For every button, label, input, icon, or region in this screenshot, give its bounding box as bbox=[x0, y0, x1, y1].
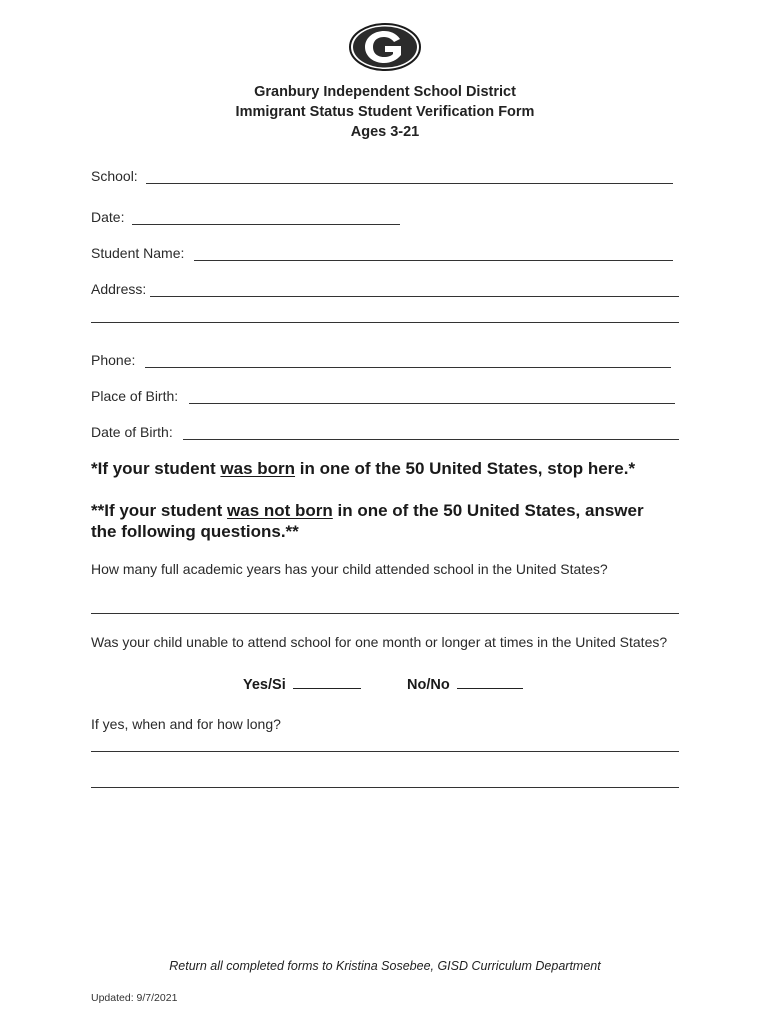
phone-field[interactable] bbox=[145, 367, 671, 368]
when-how-long-question: If yes, when and for how long? bbox=[91, 716, 281, 732]
when-how-long-answer-field-line-2[interactable] bbox=[91, 787, 679, 788]
notice2-post: in one of the 50 United States, answer bbox=[332, 501, 644, 520]
yes-option bbox=[243, 676, 361, 693]
no-option bbox=[407, 676, 523, 693]
no-blank-field[interactable] bbox=[457, 676, 523, 689]
student-name-field[interactable] bbox=[194, 260, 673, 261]
date-of-birth-label: Date of Birth: bbox=[91, 424, 173, 440]
place-of-birth-label: Place of Birth: bbox=[91, 388, 179, 404]
notice2-pre: **If your student bbox=[91, 501, 228, 520]
letter-g-logo-icon bbox=[348, 22, 422, 72]
address-field[interactable] bbox=[150, 296, 679, 297]
district-name: Granbury Independent School District bbox=[254, 84, 516, 100]
date-of-birth-field[interactable] bbox=[183, 439, 679, 440]
form-title: Immigrant Status Student Verification Form bbox=[235, 104, 535, 120]
not-born-notice-line-2: the following questions.** bbox=[91, 522, 299, 541]
updated-date: Updated: 9/7/2021 bbox=[91, 992, 178, 1004]
date-label: Date: bbox=[91, 209, 125, 225]
yes-blank-field[interactable] bbox=[293, 676, 361, 689]
when-how-long-answer-field[interactable] bbox=[91, 751, 679, 752]
student-name-label: Student Name: bbox=[91, 245, 185, 261]
address-label: Address: bbox=[91, 281, 147, 297]
born-in-us-notice bbox=[91, 458, 635, 479]
unable-to-attend-question: Was your child unable to attend school for one month or longer at times in the United States? bbox=[91, 634, 668, 650]
age-range: Ages 3-21 bbox=[350, 124, 420, 140]
notice1-post: in one of the 50 United States, stop here.* bbox=[295, 459, 636, 478]
notice2-underlined: was not born bbox=[227, 501, 333, 520]
school-label: School: bbox=[91, 168, 138, 184]
years-attended-question: How many full academic years has your child attended school in the United States? bbox=[91, 561, 608, 577]
return-instructions: Return all completed forms to Kristina Sosebee, GISD Curriculum Department bbox=[169, 959, 601, 973]
place-of-birth-field[interactable] bbox=[189, 403, 675, 404]
district-logo bbox=[348, 22, 422, 72]
notice1-pre: *If your student bbox=[91, 459, 221, 478]
not-born-in-us-notice bbox=[91, 500, 644, 521]
years-attended-answer-field[interactable] bbox=[91, 613, 679, 614]
school-field[interactable] bbox=[146, 183, 673, 184]
notice1-underlined: was born bbox=[220, 459, 296, 478]
address-field-line-2[interactable] bbox=[91, 322, 679, 323]
phone-label: Phone: bbox=[91, 352, 136, 368]
no-label: No/No bbox=[407, 677, 450, 693]
yes-label: Yes/Si bbox=[243, 677, 286, 693]
date-field[interactable] bbox=[132, 224, 400, 225]
